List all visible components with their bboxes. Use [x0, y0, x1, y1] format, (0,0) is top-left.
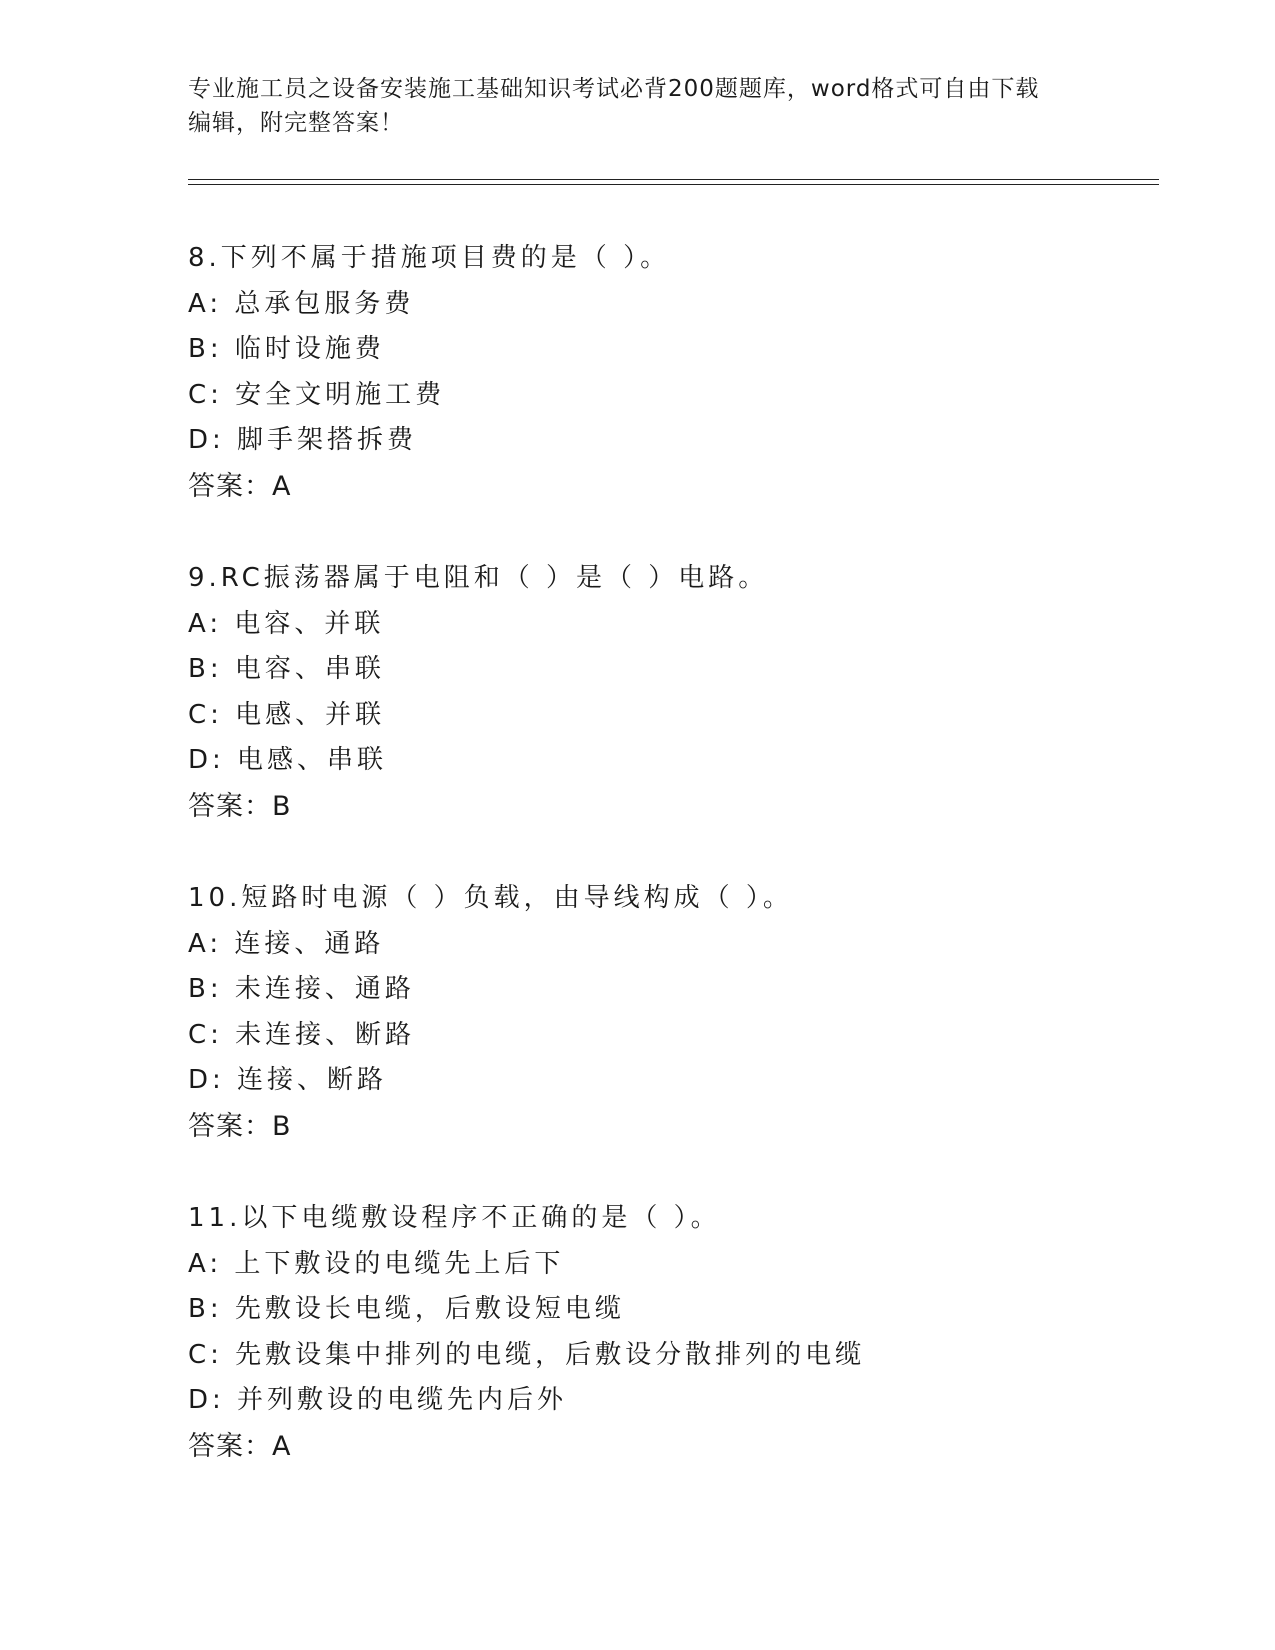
question-stem: 10.短路时电源（ ）负载，由导线构成（ ）。 [188, 883, 793, 913]
answer: 答案：A [188, 1430, 292, 1462]
question-10 [188, 876, 1148, 1196]
header-divider-top [188, 179, 1159, 180]
option-a: A: 连接、通路 [188, 928, 385, 959]
question-8 [188, 236, 1148, 556]
question-9 [188, 556, 1148, 876]
option-c: C: 安全文明施工费 [188, 379, 446, 410]
option-d: D: 脚手架搭拆费 [188, 425, 418, 455]
option-d: D: 并列敷设的电缆先内后外 [188, 1385, 568, 1415]
header-line-2: 编辑，附完整答案！ [188, 110, 404, 136]
option-d: D: 电感、串联 [188, 745, 388, 775]
question-stem: 9.RC振荡器属于电阻和（ ）是（ ）电路。 [188, 563, 769, 593]
question-list [188, 236, 1148, 1516]
document-header [188, 72, 1088, 140]
option-a: A: 上下敷设的电缆先上后下 [188, 1248, 565, 1279]
option-b: B: 未连接、通路 [188, 974, 415, 1004]
answer: 答案：A [188, 470, 292, 502]
header-line-1: 专业施工员之设备安装施工基础知识考试必背200题题库，word格式可自由下载 [188, 76, 1040, 102]
option-c: C: 电感、并联 [188, 699, 386, 730]
answer: 答案：B [188, 790, 292, 822]
option-a: A: 总承包服务费 [188, 288, 415, 319]
header-divider-bottom [188, 184, 1159, 185]
option-a: A: 电容、并联 [188, 608, 385, 639]
question-stem: 11.以下电缆敷设程序不正确的是（ ）。 [188, 1203, 721, 1233]
option-b: B: 先敷设长电缆，后敷设短电缆 [188, 1294, 625, 1324]
option-c: C: 先敷设集中排列的电缆，后敷设分散排列的电缆 [188, 1339, 866, 1370]
option-d: D: 连接、断路 [188, 1065, 388, 1095]
option-b: B: 电容、串联 [188, 654, 385, 684]
option-c: C: 未连接、断路 [188, 1019, 416, 1050]
answer: 答案：B [188, 1110, 292, 1142]
question-stem: 8.下列不属于措施项目费的是（ ）。 [188, 243, 671, 273]
question-11 [188, 1196, 1148, 1516]
option-b: B: 临时设施费 [188, 334, 385, 364]
